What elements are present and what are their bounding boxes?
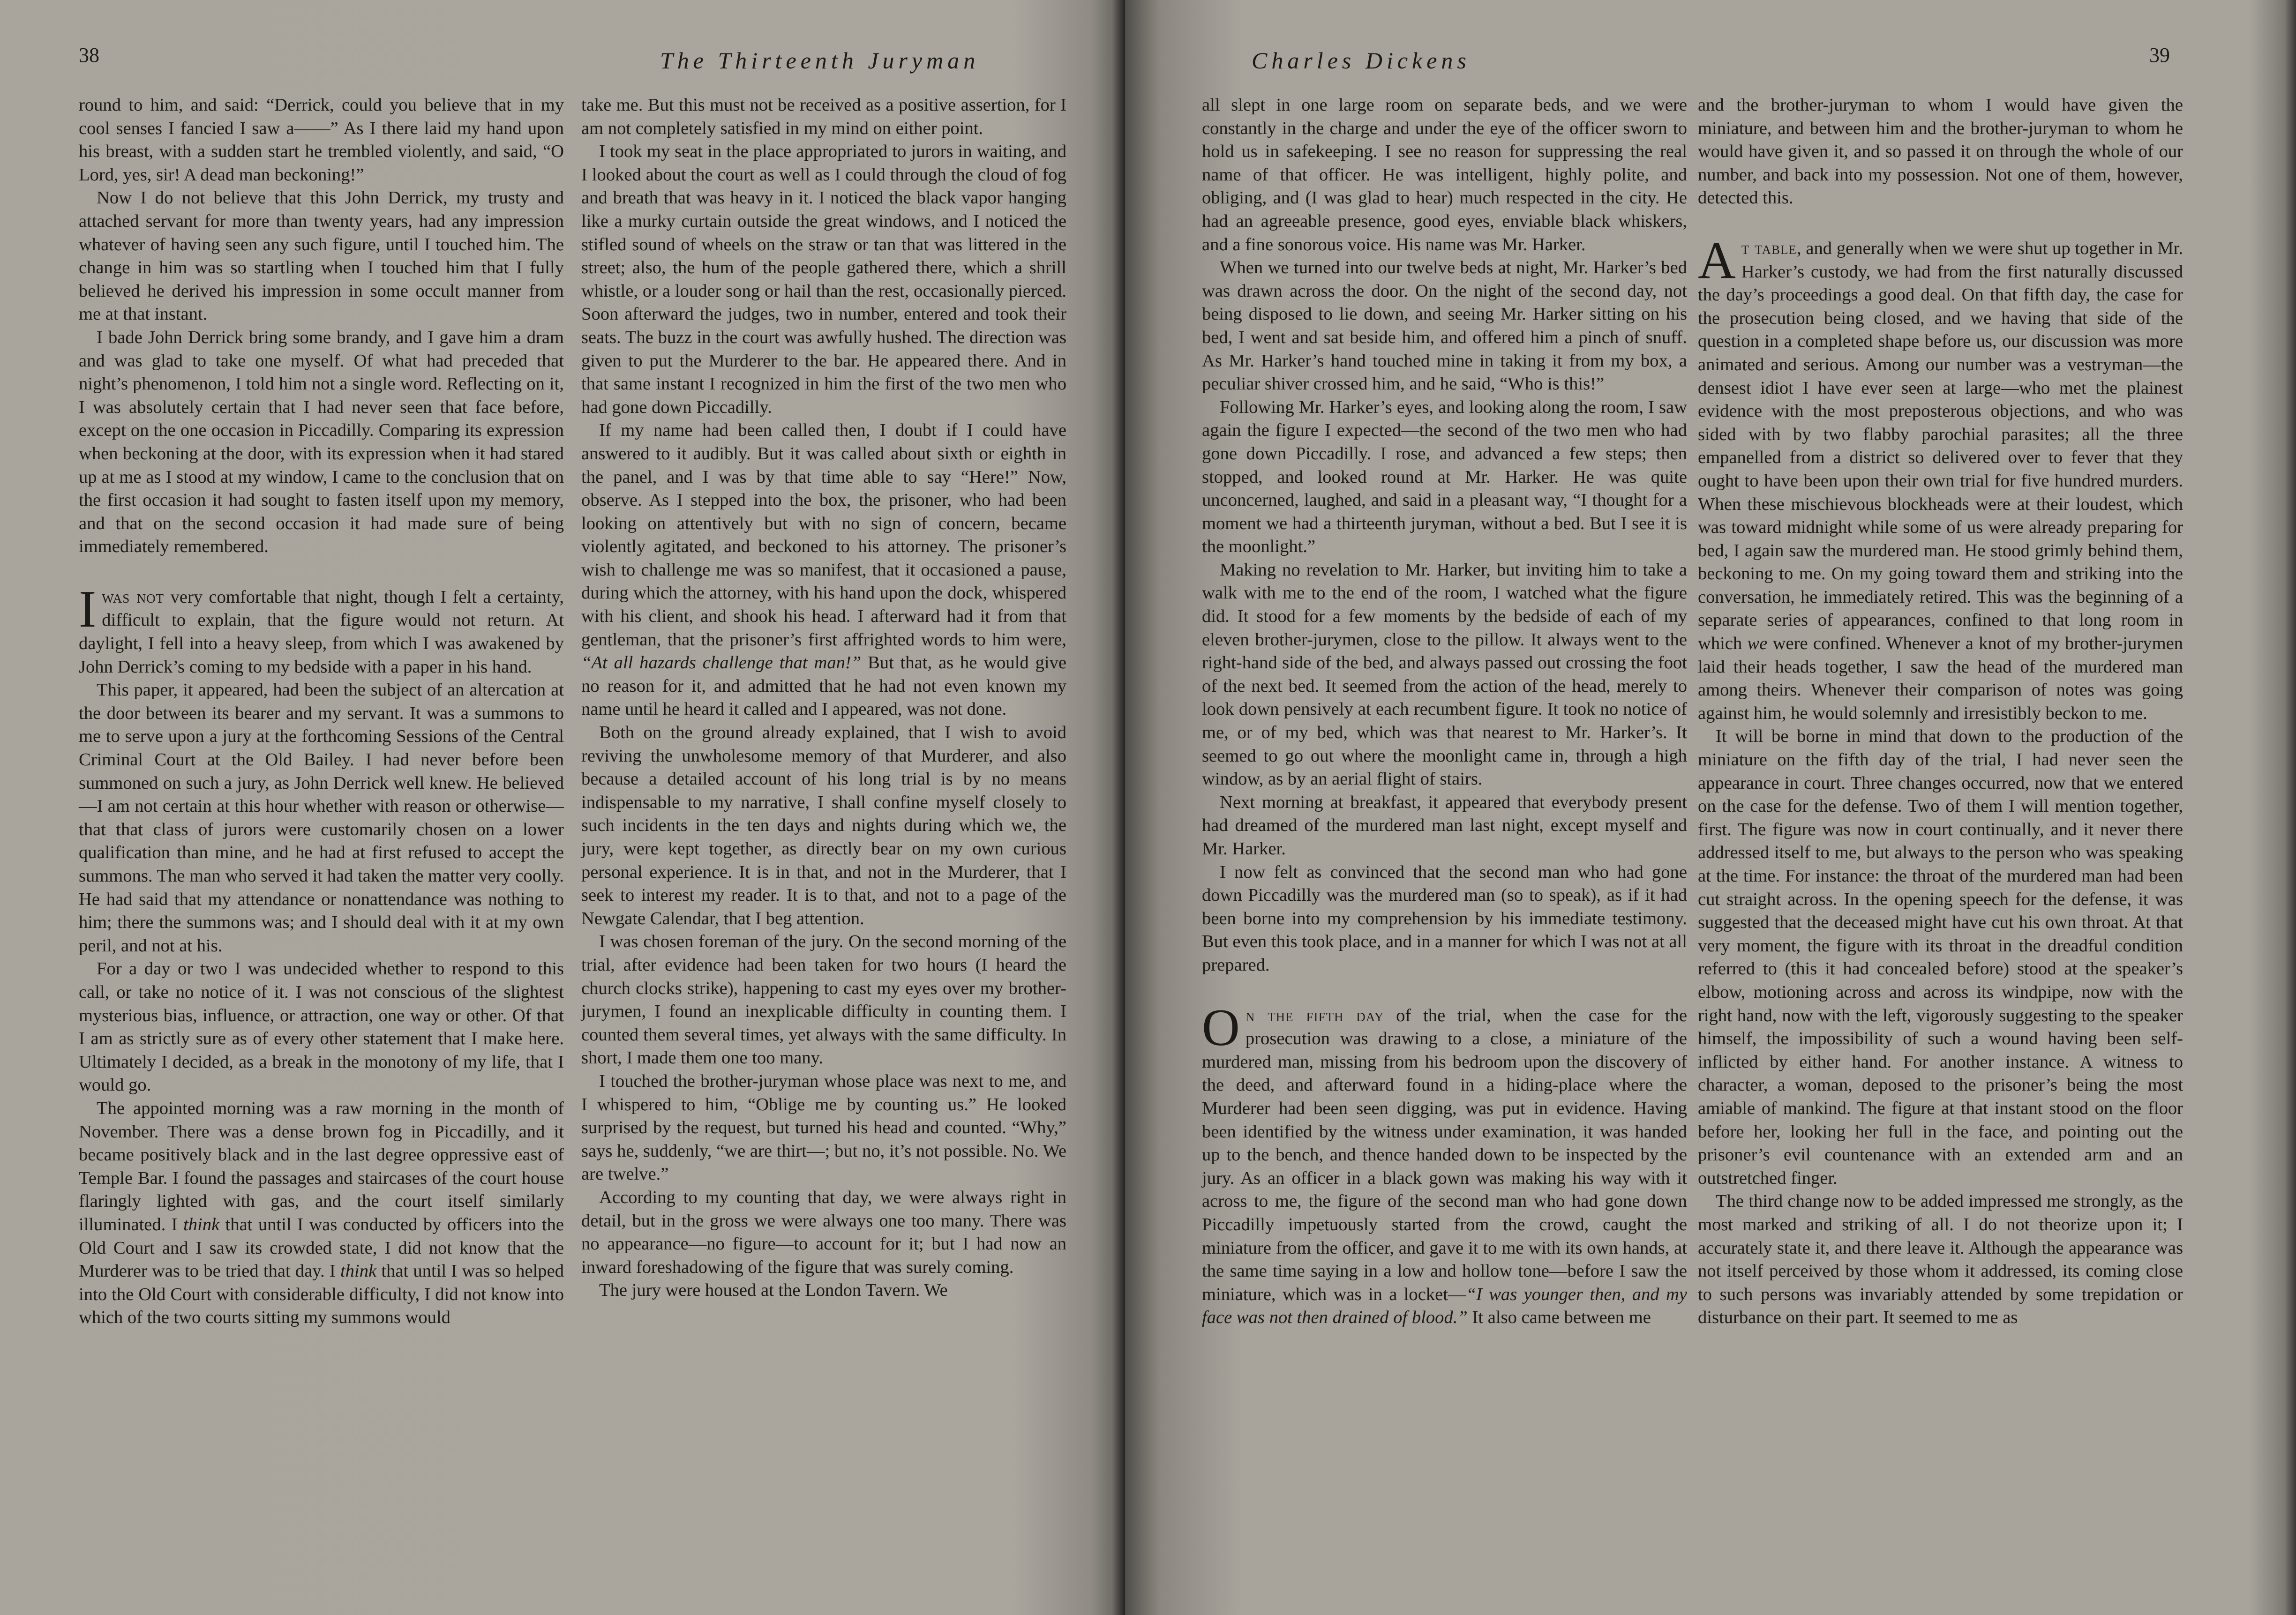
paragraph: The third change now to be added impressed me strongly, as the most marked and striking of all. I do not theorize upon it; I accurately state it, and there leave it. Although the appearance was not itself perceived by those whom it addressed, its coming close to such persons was invariably attended by some trepidation or disturbance on their part. It seemed to me as	[1698, 1191, 2183, 1328]
paragraph: When we turned into our twelve beds at night, Mr. Harker’s bed was drawn across the door. On the night of the second day, not being disposed to lie down, and seeing Mr. Harker sitting on his bed, I went and sat beside him, and offered him a pinch of snuff. As Mr. Harker’s hand touched mine in taking it from my box, a peculiar shiver crossed him, and he said, “Who is this!”	[1202, 258, 1687, 394]
text-run: If my name had been called then, I doubt if I could have answered to it audibly. But it was called about sixth or eighth in the panel, and I was by that time able to say “Here!” Now, observe. As I stepped into the box, the prisoner, who had been looking on attentively but with no sign of concern, became violently agitated, and beckoned to his attorney. The prisoner’s wish to challenge me was so manifest, that it occasioned a pause, during which the attorney, with his hand upon the dock, whispered with his client, and shook his head. I afterward had it from that gentleman, that the prisoner’s first affrighted words to him were,	[581, 420, 1066, 650]
text-run: of the trial, when the case for the prosecution was drawing to a close, a miniature of the murdered man, missing from his bedroom upon the discovery of the deed, and afterward found in a hiding-place where the Murderer had been seen digging, was put in evidence. Having been identified by the witness under examination, it was handed up to the bench, and thence handed down to be inspected by the jury. As an officer in a black gown was making his way with it across to me, the figure of the second man who had gone down Piccadilly impetuously started from the crowd, caught the miniature from the officer, and gave it to me with its own hands, at the same time saying in a low and hollow tone—before I saw the miniature, which was in a locket—	[1202, 1005, 1687, 1304]
paragraph	[79, 1097, 564, 1330]
right-page	[1125, 0, 2296, 1615]
drop-cap: O	[1202, 998, 1240, 1057]
paragraph: I took my seat in the place appropriated to jurors in waiting, and I looked about the court as well as I could through the cloud of fog and breath that was heavy in it. I noticed the black vapor hanging like a murky curtain outside the great windows, and I noticed the stifled sound of wheels on the straw or tan that was littered in the street; also, the hum of the people gathered there, which a shrill whistle, or a louder song or hail than the rest, occasionally pierced. Soon afterward the judges, two in number, entered and took their seats. The buzz in the court was awfully hushed. The direction was given to put the Murderer to the bar. He appeared there. And in that same instant I recognized in him the first of the two men who had gone down Piccadilly.	[581, 142, 1066, 417]
paragraph	[581, 419, 1066, 721]
italic-run: “I was younger then, and my face was not then drained of blood.”	[1202, 1284, 1687, 1328]
text-run: that until I was so helped into the Old Court with considerable difficulty, I did not know into which of the two courts sitting my summons would	[79, 1261, 564, 1328]
paragraph: I now felt as convinced that the second man who had gone down Piccadilly was the murdered man (so to speak), as if it had been borne into my comprehension by his immediate testimony. But even this took place, and in a manner for which I was not at all prepared.	[1202, 862, 1687, 975]
text-run: The appointed morning was a raw morning in the month of November. There was a dense brown fog in Piccadilly, and it became positively black and in the last degree oppressive east of Temple Bar. I found the passages and staircases of the court house flaringly lighted with gas, and the court itself similarly illuminated. I	[79, 1098, 564, 1234]
drop-cap: A	[1698, 231, 1736, 290]
paragraph-text: very comfortable that night, though I felt a certainty, difficult to explain, that the figure would not return. At daylight, I fell into a heavy sleep, from which I was awakened by John Derrick’s coming to my bedside with a paper in his hand.	[79, 587, 564, 677]
running-head-author: Charles Dickens	[1252, 47, 1471, 74]
running-head-title: The Thirteenth Juryman	[660, 47, 980, 74]
left-column-1	[79, 94, 564, 1330]
italic-run: think	[183, 1214, 220, 1234]
italic-run: “At all hazards challenge that man!”	[581, 653, 862, 673]
small-caps-lead: t table	[1741, 238, 1797, 258]
paragraph: all slept in one large room on separate beds, and we were constantly in the charge and under the eye of the officer sworn to hold us in safekeeping. I see no reason for suppressing the real name of that officer. He was intelligent, highly polite, and obliging, and (I was glad to hear) much respected in the city. He had an agreeable presence, good eyes, enviable black whiskers, and a fine sonorous voice. His name was Mr. Harker.	[1202, 95, 1687, 254]
paragraph: round to him, and said: “Derrick, could you believe that in my cool senses I fancied I saw a——” As I there laid my hand upon his breast, with a sudden start he trembled violently, and said, “O Lord, yes, sir! A dead man beckoning!”	[79, 95, 564, 185]
italic-run: we	[1747, 634, 1768, 654]
paragraph: Following Mr. Harker’s eyes, and looking along the room, I saw again the figure I expected—the second of the two men who had gone down Piccadilly. I rose, and advanced a few steps; then stopped, and looked round at Mr. Harker. He was quite unconcerned, laughed, and said in a pleasant way, “I thought for a moment we had a thirteenth juryman, without a bed. But I see it is the moonlight.”	[1202, 397, 1687, 557]
paragraph: I was chosen foreman of the jury. On the second morning of the trial, after evidence had been taken for two hours (I heard the church clocks strike), happening to cast my eyes over my brother-jurymen, I found an inexplicable difficulty in counting them. I counted them several times, yet always with the same difficulty. In short, I made them one too many.	[581, 932, 1066, 1068]
page-number-left: 38	[79, 44, 99, 67]
paragraph: and the brother-juryman to whom I would have given the miniature, and between him and the brother-juryman to whom he would have given it, and so passed it on through the whole of our number, and back into my possession. Not one of them, however, detected this.	[1698, 95, 2183, 208]
paragraph: Next morning at breakfast, it appeared that everybody present had dreamed of the murdered man last night, except myself and Mr. Harker.	[1202, 792, 1687, 859]
paragraph: Both on the ground already explained, that I wish to avoid reviving the unwholesome memory of that Murderer, and also because a detailed account of his long trial is by no means indispensable to my narrative, I shall confine myself closely to such incidents in the ten days and nights during which we, the jury, were kept together, as directly bear on my own curious personal experience. It is in that, and not in the Murderer, that I seek to interest my reader. It is to that, and not to a page of the Newgate Calendar, that I beg attention.	[581, 723, 1066, 928]
paragraph: Making no revelation to Mr. Harker, but inviting him to take a walk with me to the end of the room, I watched what the figure did. It stood for a few moments by the bedside of each of my eleven brother-jurymen, close to the pillow. It always went to the right-hand side of the bed, and always passed out crossing the foot of the next bed. It seemed from the action of the head, merely to look down pensively at each recumbent figure. It took no notice of me, or of my bed, which was that nearest to Mr. Harker’s. It seemed to go out where the moonlight came in, through a high window, as by an aerial flight of stairs.	[1202, 560, 1687, 789]
section-opening-paragraph	[1698, 231, 2183, 725]
paragraph: The jury were housed at the London Tavern. We	[599, 1280, 948, 1301]
section-opening-paragraph	[1202, 998, 1687, 1330]
text-run: It also came between me	[1467, 1308, 1651, 1328]
text-run: that until I was conducted by officers into the Old Court and I saw its crowded state, I did not know that the Murderer was to be tried that day. I	[79, 1214, 564, 1281]
right-column-2	[1698, 94, 2183, 1330]
left-column-2	[581, 94, 1066, 1302]
page-number-right: 39	[2149, 44, 2170, 67]
paragraph: take me. But this must not be received as a positive assertion, for I am not completely satisfied in my mind on either point.	[581, 95, 1066, 138]
right-column-1	[1202, 94, 1687, 1330]
text-run: were confined. Whenever a knot of my brother-jurymen laid their heads together, I saw the head of the murdered man among theirs. Whenever their comparison of notes was going against him, he would solemnly and irresistibly beckon to me.	[1698, 634, 2183, 723]
paragraph: I touched the brother-juryman whose place was next to me, and I whispered to him, “Oblige me by counting us.” He looked surprised by the request, but turned his head and counted. “Why,” says he, suddenly, “we are thirt—; but no, it’s not possible. No. We are twelve.”	[581, 1071, 1066, 1184]
text-run: , and generally when we were shut up together in Mr. Harker’s custody, we had from the first naturally discussed the day’s proceedings a good deal. On that fifth day, the case for the prosecution being closed, and we having that side of the question in a completed shape before us, our discussion was more animated and serious. Among our number was a vestryman—the densest idiot I have ever seen at large—who met the plainest evidence with the most preposterous objections, and who was sided with by two flabby parochial parasites; all the three empanelled from a district so delivered over to fever that they ought to have been upon their own trial for five hundred murders. When these mischievous blockheads were at their loudest, which was toward midnight while some of us were already preparing for bed, I again saw the murdered man. He stood grimly behind them, beckoning to me. On my going toward them and striking into the conversation, he immediately retired. This was the beginning of a separate series of appearances, confined to that long room in which	[1698, 238, 2183, 654]
small-caps-lead: n the fifth day	[1245, 1005, 1384, 1025]
text-run: But that, as he would give no reason for it, and admitted that he had not even known my name until he heard it called and I appeared, was not done.	[581, 653, 1066, 719]
section-opening-paragraph	[79, 580, 564, 679]
paragraph: For a day or two I was undecided whether to respond to this call, or take no notice of it. I was not conscious of the slightest mysterious bias, influence, or attraction, one way or other. Of that I am as strictly sure as of every other statement that I make here. Ultimately I decided, as a break in the monotony of my life, that I would go.	[79, 959, 564, 1095]
italic-run: think	[340, 1261, 377, 1281]
drop-cap: I	[79, 580, 97, 638]
paragraph: Now I do not believe that this John Derrick, my trusty and attached servant for more than twenty years, had any impression whatever of having seen any such figure, until I touched him. The change in him was so startling when I touched him that I fully believed he derived his impression in some occult manner from me at that instant.	[79, 188, 564, 324]
paragraph: It will be borne in mind that down to the production of the miniature on the fifth day of the trial, I had never seen the appearance in court. Three changes occurred, now that we entered on the case for the defense. Two of them I will mention together, first. The figure was now in court continually, and it never there addressed itself to me, but always to the person who was speaking at the time. For instance: the throat of the murdered man had been cut straight across. In the opening speech for the defense, it was suggested that the deceased might have cut his own throat. At that very moment, the figure with its throat in the dreadful condition referred to (this it had concealed before) stood at the speaker’s elbow, motioning across and across its windpipe, now with the right hand, now with the left, vigorously suggesting to the speaker himself, the impossibility of such a wound having been self-inflicted by either hand. For another instance. A witness to character, a woman, deposed to the prisoner’s being the most amiable of mankind. The figure at that instant stood on the floor before her, looking her full in the face, and pointing out the prisoner’s evil countenance with an extended arm and an outstretched finger.	[1698, 726, 2183, 1188]
left-page	[0, 0, 1125, 1615]
small-caps-lead: was not	[102, 587, 165, 607]
paragraph: I bade John Derrick bring some brandy, and I gave him a dram and was glad to take one myself. Of what had preceded that night’s phenomenon, I told him not a single word. Reflecting on it, I was absolutely certain that I had never seen that face before, except on the one occasion in Piccadilly. Comparing its expression when beckoning at the door, with its expression when it had stared up at me as I stood at my window, I came to the conclusion that on the first occasion it had sought to fasten itself upon my memory, and that on the second occasion it had made sure of being immediately remembered.	[79, 327, 564, 557]
paragraph: According to my counting that day, we were always right in detail, but in the gross we were always one too many. There was no appearance—no figure—to account for it; but I had now an inward foreshadowing of the figure that was surely coming.	[581, 1187, 1066, 1277]
paragraph: This paper, it appeared, had been the subject of an altercation at the door between its bearer and my servant. It was a summons to me to serve upon a jury at the forthcoming Sessions of the Central Criminal Court at the Old Bailey. I had never before been summoned on such a jury, as John Derrick well knew. He believed—I am not certain at this hour whether with reason or otherwise—that that class of jurors were customarily chosen on a lower qualification than mine, and he had at first refused to accept the summons. The man who served it had taken the matter very coolly. He had said that my attendance or nonattendance was nothing to him; there the summons was; and I should deal with it at my own peril, and not at his.	[79, 680, 564, 956]
